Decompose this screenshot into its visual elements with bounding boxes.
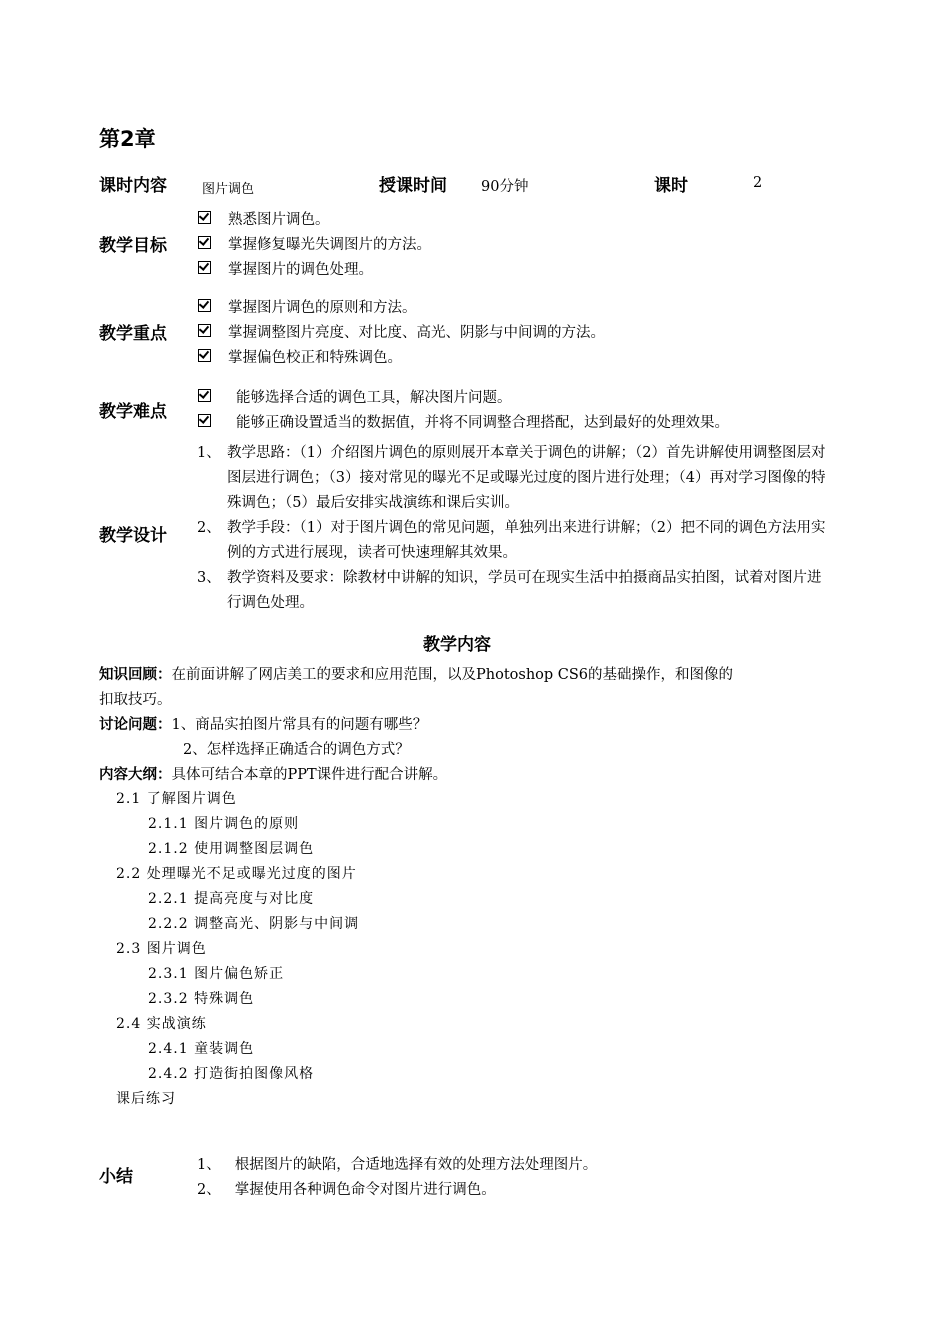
checkbox-icon [198, 414, 211, 427]
hours-label: 课时 [654, 176, 688, 196]
objective-item: 掌握修复曝光失调图片的方法。 [198, 233, 431, 254]
outline-entry: 2.1.1 图片调色的原则 [148, 816, 300, 832]
difficulties-label: 教学难点 [99, 402, 167, 422]
time-value: 90分钟 [481, 179, 529, 195]
outline-entry: 2.2 处理曝光不足或曝光过度的图片 [116, 866, 357, 882]
outline-intro: 内容大纲：具体可结合本章的PPT课件进行配合讲解。 [99, 767, 448, 783]
objectives-label: 教学目标 [99, 236, 167, 256]
hours-value: 2 [753, 175, 763, 191]
discussion-line-2: 2、怎样选择正确适合的调色方式？ [183, 742, 410, 758]
summary-item-1: 1、 根据图片的缺陷，合适地选择有效的处理方法处理图片。 [197, 1157, 598, 1173]
key-points-label: 教学重点 [99, 324, 167, 344]
outline-entry: 2.4 实战演练 [116, 1016, 207, 1032]
objective-item: 熟悉图片调色。 [198, 208, 330, 229]
checkbox-icon [198, 261, 211, 274]
design-item-3: 3、 教学资料及要求：除教材中讲解的知识，学员可在现实生活中拍摄商品实拍图，试着对图片进行调色处理。 [197, 570, 822, 611]
discussion-line-1: 讨论问题：1、商品实拍图片常具有的问题有哪些？ [99, 717, 428, 733]
outline-entry: 2.2.1 提高亮度与对比度 [148, 891, 315, 907]
key-point-item: 掌握图片调色的原则和方法。 [198, 296, 417, 317]
outline-entry: 2.1.2 使用调整图层调色 [148, 841, 315, 857]
checkbox-icon [198, 211, 211, 224]
outline-entry: 2.4.2 打造街拍图像风格 [148, 1066, 315, 1082]
outline-entry: 课后练习 [116, 1091, 176, 1107]
outline-entry: 2.3.1 图片偏色矫正 [148, 966, 285, 982]
review-line-1: 知识回顾：在前面讲解了网店美工的要求和应用范围，以及Photoshop CS6的基础操作，和图像的 [99, 667, 734, 683]
design-item-1: 1、 教学思路：（1）介绍图片调色的原则展开本章关于调色的讲解；（2）首先讲解使用调整图层对图层进行调色；（3）接对常见的曝光不足或曝光过度的图片进行处理；（4）再对学习图像的特殊调色；（5）最后安排实战演练和课后实训。 [197, 445, 826, 511]
summary-item-2: 2、 掌握使用各种调色命令对图片进行调色。 [197, 1182, 496, 1198]
outline-entry: 2.2.2 调整高光、阴影与中间调 [148, 916, 360, 932]
key-point-item: 掌握偏色校正和特殊调色。 [198, 346, 402, 367]
design-item-2: 2、 教学手段：（1）对于图片调色的常见问题，单独列出来进行讲解；（2）把不同的调色方法用实例的方式进行展现，读者可快速理解其效果。 [197, 520, 826, 561]
checkbox-icon [198, 349, 211, 362]
checkbox-icon [198, 236, 211, 249]
key-point-item: 掌握调整图片亮度、对比度、高光、阴影与中间调的方法。 [198, 321, 605, 342]
outline-entry: 2.3 图片调色 [116, 941, 207, 957]
content-value: 图片调色 [202, 182, 255, 197]
checkbox-icon [198, 299, 211, 312]
chapter-title: 第2章 [99, 127, 156, 151]
outline-entry: 2.1 了解图片调色 [116, 791, 237, 807]
outline-entry: 2.3.2 特殊调色 [148, 991, 255, 1007]
difficulty-item: 能够选择合适的调色工具，解决图片问题。 [198, 386, 512, 407]
time-label: 授课时间 [379, 176, 447, 196]
difficulty-item: 能够正确设置适当的数据值，并将不同调整合理搭配，达到最好的处理效果。 [198, 411, 729, 432]
design-label: 教学设计 [99, 526, 167, 546]
content-label: 课时内容 [99, 176, 167, 196]
content-title: 教学内容 [423, 635, 491, 655]
summary-label: 小结 [99, 1167, 133, 1187]
checkbox-icon [198, 324, 211, 337]
review-line-2: 扣取技巧。 [99, 692, 172, 708]
outline-entry: 2.4.1 童装调色 [148, 1041, 255, 1057]
checkbox-icon [198, 389, 211, 402]
objective-item: 掌握图片的调色处理。 [198, 258, 373, 279]
